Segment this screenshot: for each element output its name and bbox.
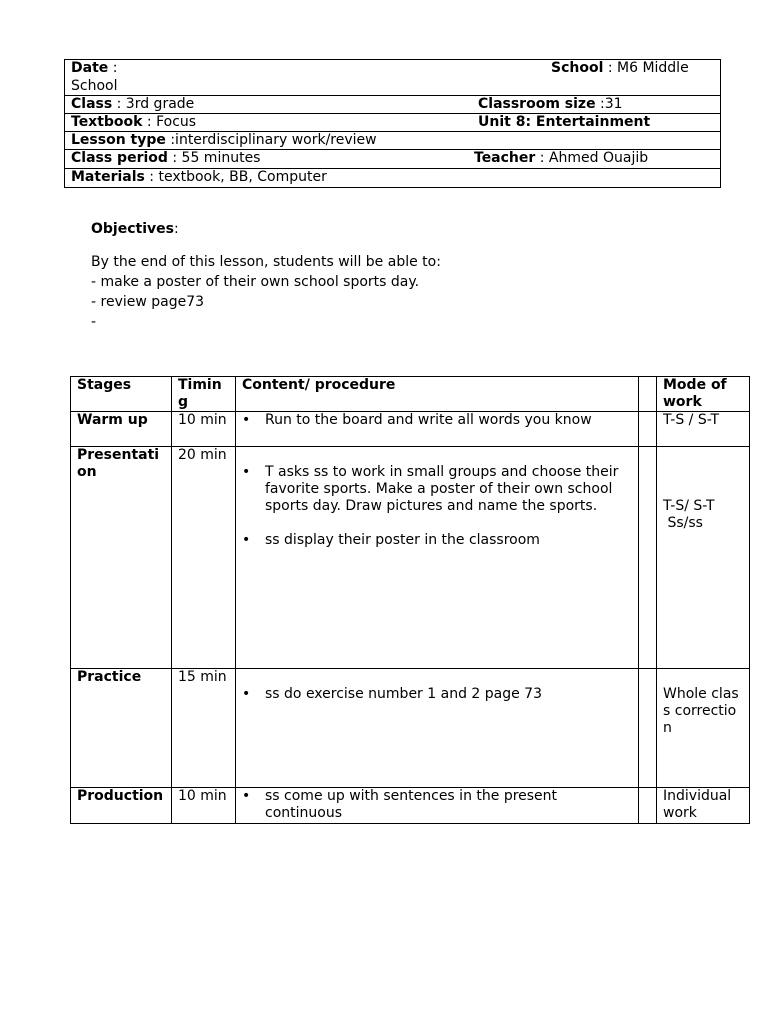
unit-title: Unit 8: Entertainment (478, 114, 651, 130)
content-cell (236, 412, 639, 447)
lesson-type-value: :interdisciplinary work/review (165, 132, 377, 148)
timing-cell: 10 min (172, 412, 236, 447)
mode-text: Whole class correction (663, 686, 739, 736)
date-separator: : (108, 60, 118, 76)
lesson-info-table (64, 59, 721, 188)
classroom-size-field (478, 96, 623, 113)
list-item (242, 686, 632, 703)
classroom-size-label: Classroom size (478, 96, 596, 112)
procedure-text: ss come up with sentences in the present continuous (265, 788, 558, 821)
objectives-intro: By the end of this lesson, students will be able to: (91, 254, 441, 270)
objectives-heading (91, 221, 711, 238)
timing-cell: 20 min (172, 447, 236, 669)
date-label: Date (71, 60, 109, 76)
stage-cell: Production (71, 788, 172, 824)
content-cell (236, 447, 639, 669)
materials-value: : textbook, BB, Computer (144, 169, 327, 185)
list-item (242, 532, 632, 549)
header-content: Content/ procedure (236, 377, 639, 412)
classroom-size-value: :31 (595, 96, 623, 112)
spacer-cell (639, 377, 657, 412)
lesson-type-row (65, 132, 720, 150)
timing-cell: 10 min (172, 788, 236, 824)
table-row (71, 669, 750, 788)
objective-item: - review page73 (91, 294, 205, 310)
bullet-icon: • (242, 464, 251, 480)
procedure-text: Run to the board and write all words you know (265, 412, 592, 428)
stage-cell: Presentation (71, 447, 172, 669)
mode-text: T-S / S-T (663, 412, 720, 428)
teacher-label: Teacher (474, 150, 536, 166)
textbook-value: : Focus (142, 114, 197, 130)
teacher-field (474, 150, 648, 167)
objective-item: - (91, 314, 97, 330)
timing-cell: 15 min (172, 669, 236, 788)
objectives-section (91, 221, 711, 334)
textbook-label: Textbook (71, 114, 143, 130)
list-item (242, 464, 632, 515)
mode-text: Ss/ss (663, 515, 703, 531)
mode-cell (657, 412, 750, 447)
bullet-icon: • (242, 532, 251, 548)
school-value-continued: School (71, 78, 118, 94)
header-stages: Stages (71, 377, 172, 412)
class-row (65, 96, 720, 114)
objectives-heading-colon: : (173, 221, 179, 237)
school-value: : M6 Middle (603, 60, 689, 76)
list-item (242, 788, 632, 822)
class-value: : 3rd grade (112, 96, 195, 112)
content-cell (236, 788, 639, 824)
spacer-cell (639, 412, 657, 447)
school-field (551, 60, 689, 77)
stage-cell: Warm up (71, 412, 172, 447)
mode-cell (657, 788, 750, 824)
procedure-text: ss display their poster in the classroom (265, 532, 540, 548)
spacer-cell (639, 447, 657, 669)
textbook-row (65, 114, 720, 132)
lesson-procedure-table (70, 376, 750, 824)
header-mode: Mode of work (657, 377, 750, 412)
date-school-row (65, 60, 720, 96)
class-period-value: : 55 minutes (167, 150, 261, 166)
table-row (71, 412, 750, 447)
materials-row (65, 169, 720, 187)
mode-text: T-S/ S-T (663, 498, 715, 514)
table-row (71, 447, 750, 669)
objectives-heading-text: Objectives (91, 221, 174, 237)
spacer-cell (639, 669, 657, 788)
header-timing: Timing (172, 377, 236, 412)
bullet-icon: • (242, 686, 251, 702)
table-row (71, 788, 750, 824)
bullet-icon: • (242, 412, 251, 428)
bullet-icon: • (242, 788, 251, 804)
class-label: Class (71, 96, 113, 112)
table-header-row (71, 377, 750, 412)
lesson-type-label: Lesson type (71, 132, 166, 148)
spacer-cell (639, 788, 657, 824)
class-period-label: Class period (71, 150, 168, 166)
mode-text: Individual work (663, 788, 732, 821)
list-item (242, 412, 632, 429)
objective-item: - make a poster of their own school sports day. (91, 274, 420, 290)
content-cell (236, 669, 639, 788)
teacher-value: : Ahmed Ouajib (535, 150, 649, 166)
materials-label: Materials (71, 169, 145, 185)
procedure-text: T asks ss to work in small groups and choose their favorite sports. Make a poster of their own school sports day. Draw pictures and name the sports. (265, 464, 619, 514)
mode-cell (657, 669, 750, 788)
procedure-text: ss do exercise number 1 and 2 page 73 (265, 686, 542, 702)
stage-cell: Practice (71, 669, 172, 788)
school-label: School (551, 60, 604, 76)
class-period-row (65, 150, 720, 169)
mode-cell (657, 447, 750, 669)
